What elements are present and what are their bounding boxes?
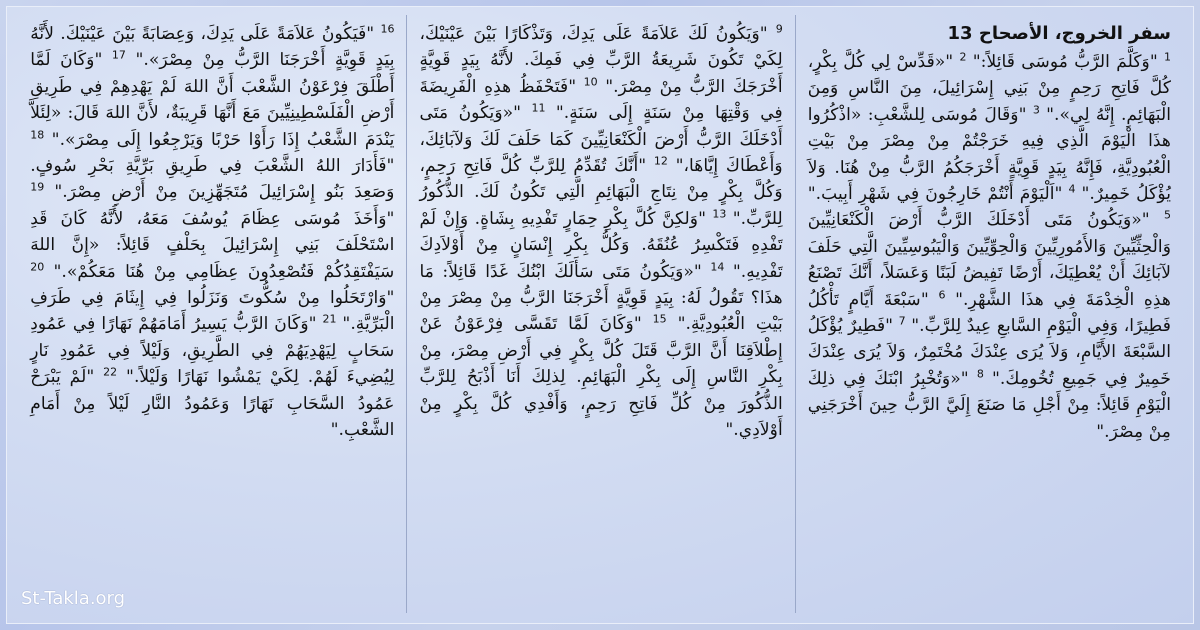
- verse-number: 8: [976, 367, 984, 381]
- verse-body: "وَكَانَ لَمَّا أَطْلَقَ فِرْعَوْنُ الشَّعْبَ أَنَّ اللهَ لَمْ يَهْدِهِمْ فِي طَرِيقِ أَرْضِ الْفَلَسْطِينِيِّينَ مَعَ أَنَّهَا قَرِيبَةٌ، لأَنَّ اللهَ قَالَ: «لِئَلاَّ يَنْدَمَ الشَّعْبُ إِذَا رَأَوْا حَرْبًا وَيَرْجِعُوا إِلَى مِصْرَ».": [30, 50, 395, 150]
- verse-number: 15: [652, 312, 667, 326]
- verse-number: 16: [380, 22, 395, 36]
- verse-body: "فَتَحْفَظُ هذِهِ الْفَرِيضَةَ فِي وَقْتِهَا مِنْ سَنَةٍ إِلَى سَنَةٍ.": [419, 76, 783, 124]
- site-watermark: St-Takla.org: [21, 588, 126, 609]
- verse-body: "وَكَانَ لَمَّا تَقَسَّى فِرْعَوْنُ عَنْ إِطْلاَقِنَا أَنَّ الرَّبَّ قَتَلَ كُلَّ بِكْرٍ فِي أَرْضِ مِصْرَ، مِنْ بِكْرِ النَّاسِ إِلَى بِكْرِ الْبَهَائِمِ. لِذلِكَ أَنَا أَذْبَحُ لِلرَّبِّ الذُّكُورَ مِنْ كُلِّ فَاتِحِ رَحِمٍ، وَأَفْدِي كُلَّ بِكْرٍ مِنْ أَوْلاَدِي.": [419, 314, 783, 441]
- verse-body: "وَكَانَ الرَّبُّ يَسِيرُ أَمَامَهُمْ نَهَارًا فِي عَمُودِ سَحَابٍ لِيَهْدِيَهُمْ فِي الطَّرِيقِ، وَلَيْلاً فِي عَمُودِ نَارٍ لِيُضِيءَ لَهُمْ. لِكَيْ يَمْشُوا نَهَارًا وَلَيْلاً.": [30, 314, 395, 388]
- verse-body: "وَكَلَّمَ الرَّبُّ مُوسَى قَائِلاً:": [972, 52, 1158, 72]
- verse-body: "فَأَدَارَ اللهُ الشَّعْبَ فِي طَرِيقِ بَرِّيَّةِ بَحْرِ سُوفٍ. وَصَعِدَ بَنُو إِسْرَائِيلَ مُتَجَهِّزِينَ مِنْ أَرْضِ مِصْرَ.": [30, 156, 395, 203]
- verse-text: [30, 24, 394, 440]
- chapter-title: سفر الخروج، الأصحاح 13: [947, 23, 1171, 44]
- verse-body: "فَيَكُونُ عَلاَمَةً عَلَى يَدِكَ، وَعِصَابَةً بَيْنَ عَيْنَيْكَ. لأَنَّهُ بِيَدٍ قَوِيَّةٍ أَخْرَجَنَا الرَّبُّ مِنْ مِصْرَ».": [30, 24, 395, 71]
- verse-number: 20: [30, 259, 45, 273]
- verse-number: 12: [653, 154, 668, 168]
- verse-text: [808, 52, 1171, 442]
- verse-number: 22: [103, 365, 118, 379]
- verse-number: 17: [111, 48, 126, 62]
- verse-number: 3: [1032, 103, 1040, 117]
- verse-body: "سَبْعَةَ أَيَّامٍ تَأْكُلُ فَطِيرًا، وَفِي الْيَوْمِ السَّابعِ عِيدٌ لِلرَّبِّ.": [807, 289, 1172, 337]
- verse-body: "اَلْيَوْمَ أَنْتُمْ خَارِجُونَ فِي شَهْرِ أَبِيبَ.": [807, 184, 1063, 205]
- verse-number: 18: [30, 127, 45, 141]
- column-middle: [406, 15, 794, 613]
- verse-number: 9: [775, 22, 783, 36]
- verse-number: 14: [710, 259, 725, 273]
- verse-number: 4: [1068, 182, 1076, 196]
- verse-number: 5: [1164, 208, 1171, 222]
- verse-body: "«وَيَكُونُ مَتَى أَدْخَلَكَ الرَّبُّ أَرْضَ الْكَنْعَانِيِّينَ وَالْحِثِّيِّينَ وَالأَمُورِيِّينَ وَالْحِوِّيِّينَ وَالْيَبُوسِيِّينَ الَّتِي حَلَفَ لآبَائِكَ أَنْ يُعْطِيَكَ، أَرْضًا تَفِيضُ لَبَنًا وَعَسَلاً، أَنَّكَ تَصْنَعُ هذِهِ الْخِدْمَةَ فِي هذَا الشَّهْرِ.": [807, 210, 1171, 310]
- verse-body: "فَطِيرٌ يُؤْكَلُ السَّبْعَةَ الأَيَّامِ، وَلاَ يُرَى عِنْدَكَ مُخْتَمِرٌ، وَلاَ يُرَى عِنْدَكَ خَمِيرٌ فِي جَمِيعِ تُخُومِكَ.": [807, 316, 1171, 389]
- verse-number: 2: [959, 50, 967, 64]
- verse-body: "أَنَّكَ تُقَدِّمُ لِلرَّبِّ كُلَّ فَاتِحِ رَحِمٍ، وَكُلَّ بِكْرٍ مِنْ نِتَاجِ الْبَهَائِمِ الَّتِي تَكُونُ لَكَ. الذُّكُورُ لِلرَّبِّ.": [419, 156, 783, 229]
- verse-number: 21: [322, 312, 337, 326]
- verse-body: "وَقَالَ مُوسَى لِلشَّعْبِ: «اذْكُرُوا هذَا الْيَوْمَ الَّذِي فِيهِ خَرَجْتُمْ مِنْ مِصْرَ مِنْ بَيْتِ الْعُبُودِيَّةِ، فَإِنَّهُ بِيَدٍ قَوِيَّةٍ أَخْرَجَكُمُ الرَّبُّ مِنْ هُنَا. وَلاَ يُؤْكَلُ خَمِيرٌ.": [807, 104, 1171, 205]
- verse-body: "«وَتُخْبِرُ ابْنَكَ فِي ذلِكَ الْيَوْمِ قَائِلاً: مِنْ أَجْلِ مَا صَنَعَ إِلَيَّ الرَّبُّ حِينَ أَخْرَجَنِي مِنْ مِصْرَ.": [807, 368, 1171, 442]
- verse-body: "«وَيَكُونُ مَتَى أَدْخَلَكَ الرَّبُّ أَرْضَ الْكَنْعَانِيِّينَ كَمَا حَلَفَ لَكَ وَلآبَائِكَ، وَأَعْطَاكَ إِيَّاهَا،": [419, 103, 783, 177]
- column-left: [18, 15, 406, 613]
- column-right: [795, 15, 1183, 613]
- verse-body: "وَارْتَحَلُوا مِنْ سُكُّوتَ وَنَزَلُوا فِي إِيثَامَ فِي طَرَفِ الْبَرِّيَّةِ.": [30, 288, 395, 335]
- verse-number: 10: [583, 75, 598, 89]
- verse-text: [419, 24, 782, 440]
- verse-number: 11: [531, 101, 546, 115]
- verse-body: "وَيَكُونُ لَكَ عَلاَمَةً عَلَى يَدِكَ، وَتَذْكَارًا بَيْنَ عَيْنَيْكَ، لِكَيْ تَكُونَ شَرِيعَةُ الرَّبِّ فِي فَمِكَ. لأَنَّهُ بِيَدٍ قَوِيَّةٍ أَخْرَجَكَ الرَّبُّ مِنْ مِصْرَ.": [419, 24, 783, 97]
- verse-body: "«قَدِّسْ لِي كُلَّ بِكْرٍ، كُلَّ فَاتِحِ رَحِمٍ مِنْ بَنِي إِسْرَائِيلَ، مِنَ النَّاسِ وَمِنَ الْبَهَائِمِ. إِنَّهُ لِي».": [807, 52, 1171, 125]
- verse-number: 19: [30, 180, 45, 194]
- verse-body: "وَلكِنَّ كُلَّ بِكْرِ حِمَارٍ تَفْدِيهِ بِشَاةٍ. وَإِنْ لَمْ تَفْدِهِ فَتَكْسِرُ عُنُقَهُ. وَكُلُّ بِكْرِ إِنْسَانٍ مِنْ أَوْلاَدِكَ تَفْدِيهِ.": [419, 208, 783, 282]
- scripture-page: [6, 6, 1194, 624]
- verse-body: "وَأَخَذَ مُوسَى عِظَامَ يُوسُفَ مَعَهُ، لأَنَّهُ كَانَ قَدِ اسْتَحْلَفَ بَنِي إِسْرَائِيلَ بِحَلْفٍ قَائِلاً: «إِنَّ اللهَ سَيَفْتَقِدُكُمْ فَتُصْعِدُونَ عِظَامِي مِنْ هُنَا مَعَكُمْ».": [30, 208, 395, 282]
- verse-body: "لَمْ يَبْرَحْ عَمُودُ السَّحَابِ نَهَارًا وَعَمُودُ النَّارِ لَيْلاً مِنْ أَمَامِ الشَّعْبِ.": [30, 367, 395, 441]
- text-columns: [17, 15, 1183, 613]
- verse-number: 6: [938, 287, 946, 301]
- verse-body: "«وَيَكُونُ مَتَى سَأَلَكَ ابْنُكَ غَدًا قَائِلاً: مَا هذَا؟ تَقُولُ لَهُ: بِيَدٍ قَوِيَّةٍ أَخْرَجَنَا الرَّبُّ مِنْ مِصْرَ مِنْ بَيْتِ الْعُبُودِيَّةِ.": [419, 261, 783, 335]
- verse-number: 7: [898, 314, 906, 328]
- verse-number: 13: [712, 207, 727, 221]
- verse-number: 1: [1164, 50, 1171, 64]
